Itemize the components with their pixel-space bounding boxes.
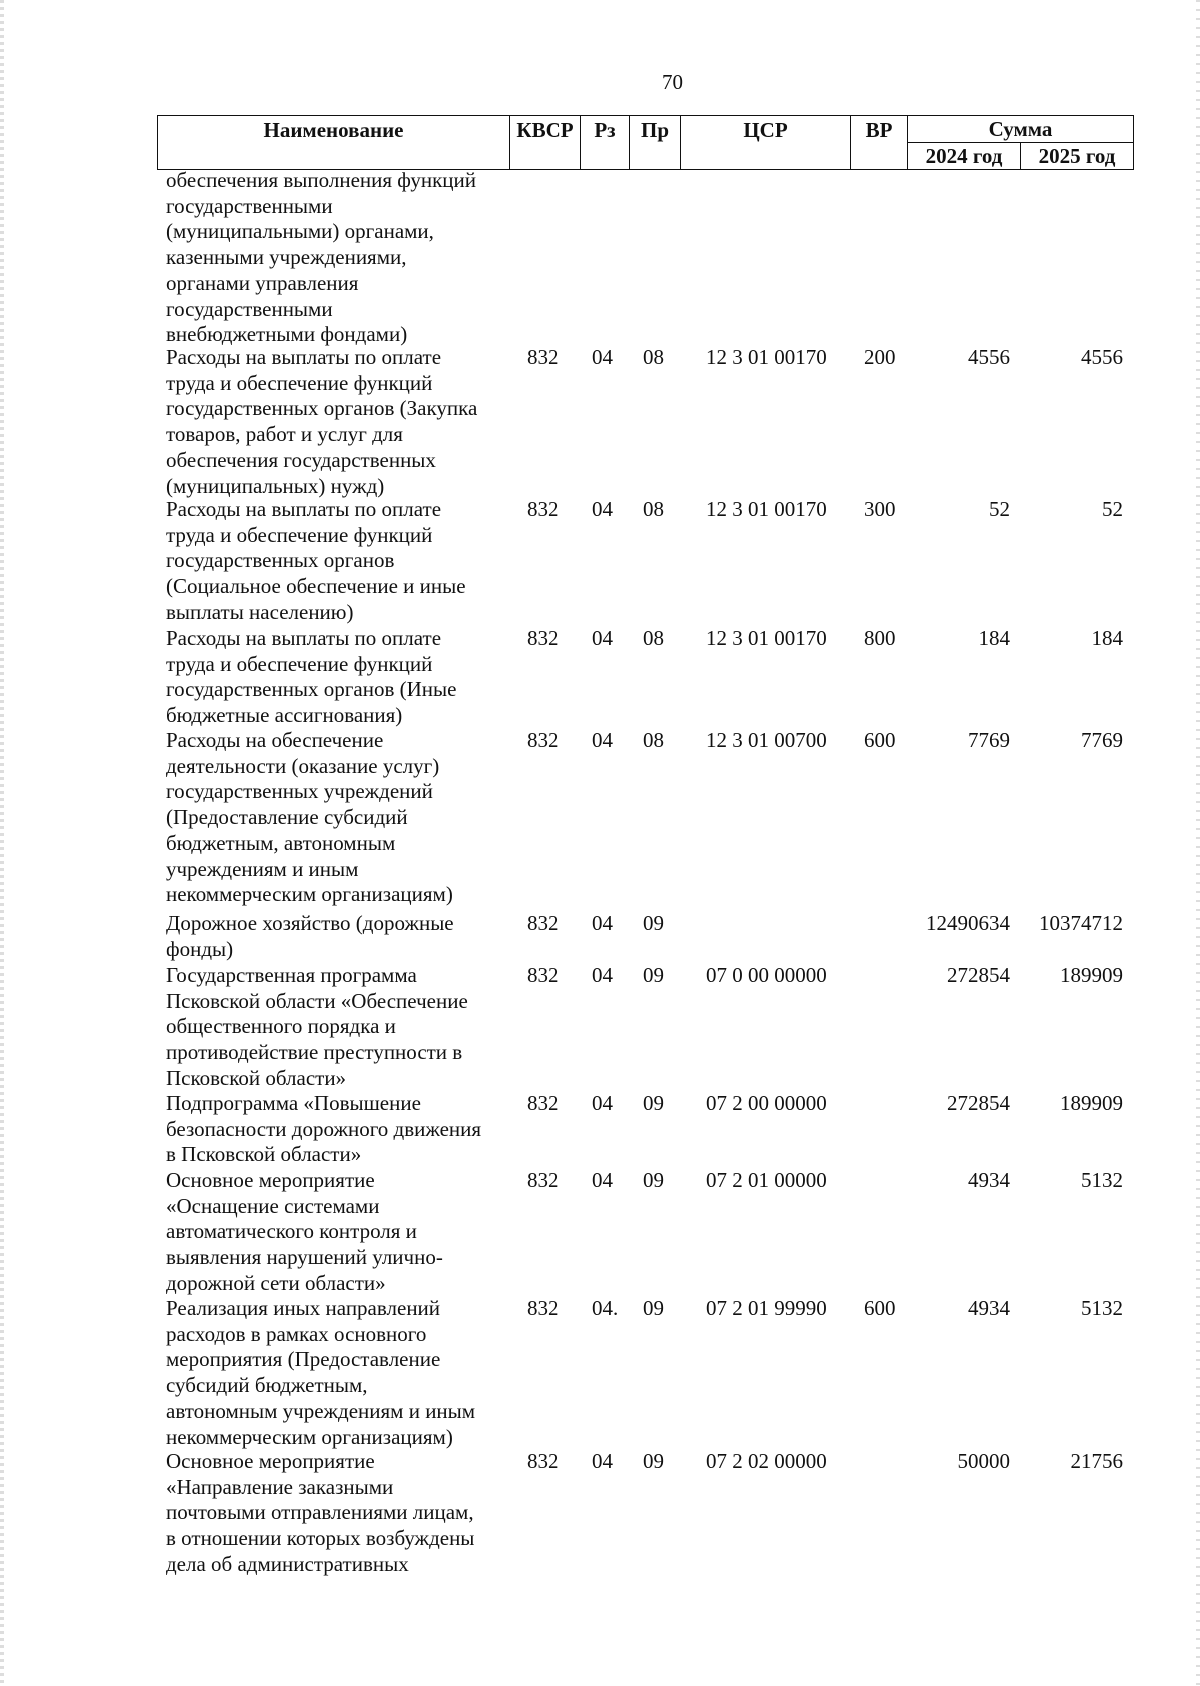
row-name (166, 497, 506, 626)
cell-rz: 04 (592, 911, 613, 935)
cell-vr: 600 (864, 1296, 896, 1320)
row-name-line: почтовыми отправлениями лицам, (166, 1500, 474, 1525)
cell-rz: 04 (592, 497, 613, 521)
cell-pr: 08 (643, 626, 664, 650)
cell-pr: 09 (643, 1168, 664, 1192)
cell-sum-2024: 4556 (968, 345, 1010, 369)
row-name-line: Расходы на выплаты по оплате (166, 497, 442, 521)
row-name-line: выплаты населению) (166, 599, 354, 624)
cell-rz: 04 (592, 728, 613, 752)
cell-kvsr: 832 (527, 728, 559, 752)
cell-csr: 07 2 00 00000 (706, 1091, 827, 1115)
cell-sum-2025: 184 (1091, 626, 1123, 650)
cell-pr: 09 (643, 1449, 664, 1473)
row-name-line: в Псковской области» (166, 1142, 362, 1167)
row-name-line: Основное мероприятие (166, 1449, 375, 1473)
row-name-line: государственными (166, 193, 333, 218)
cell-sum-2024: 272854 (947, 1091, 1010, 1115)
cell-csr: 07 2 02 00000 (706, 1449, 827, 1473)
header-year-2024: 2024 год (908, 143, 1021, 170)
row-name-line: внебюджетными фондами) (166, 322, 408, 347)
row-name-line: (муниципальных) нужд) (166, 473, 385, 498)
cell-sum-2025: 189909 (1060, 1091, 1123, 1115)
row-name-line: государственных органов (Иные (166, 677, 457, 702)
row-name-line: субсидий бюджетным, (166, 1373, 368, 1398)
row-name-line: обеспечения выполнения функций (166, 168, 477, 192)
row-name-line: выявления нарушений улично- (166, 1245, 443, 1270)
cell-sum-2025: 5132 (1081, 1296, 1123, 1320)
cell-rz: 04 (592, 345, 613, 369)
cell-sum-2024: 184 (978, 626, 1010, 650)
header-csr: ЦСР (681, 116, 851, 170)
cell-sum-2025: 7769 (1081, 728, 1123, 752)
row-name-line: органами управления (166, 270, 359, 295)
row-name-line: (Социальное обеспечение и иные (166, 574, 466, 599)
row-name-line: безопасности дорожного движения (166, 1116, 482, 1141)
row-name-line: Основное мероприятие (166, 1168, 375, 1192)
row-name-line: мероприятия (Предоставление (166, 1347, 441, 1372)
cell-pr: 08 (643, 728, 664, 752)
row-name-line: дорожной сети области» (166, 1270, 386, 1295)
header-sum: Сумма (908, 116, 1134, 143)
row-name-line: автоматического контроля и (166, 1219, 417, 1244)
cell-rz: 04 (592, 626, 613, 650)
cell-kvsr: 832 (527, 963, 559, 987)
cell-pr: 09 (643, 963, 664, 987)
cell-pr: 08 (643, 345, 664, 369)
cell-sum-2025: 4556 (1081, 345, 1123, 369)
cell-sum-2024: 7769 (968, 728, 1010, 752)
row-name-line: фонды) (166, 936, 234, 961)
cell-sum-2024: 12490634 (926, 911, 1010, 935)
scan-edge (0, 0, 4, 1686)
row-name (166, 1168, 506, 1297)
header-kvsr: КВСР (510, 116, 581, 170)
table-header (157, 115, 1134, 170)
row-name-line: Реализация иных направлений (166, 1296, 441, 1320)
cell-pr: 08 (643, 497, 664, 521)
cell-sum-2025: 189909 (1060, 963, 1123, 987)
row-name-line: обеспечения государственных (166, 447, 436, 472)
cell-kvsr: 832 (527, 626, 559, 650)
cell-csr: 07 2 01 00000 (706, 1168, 827, 1192)
row-name-line: Псковской области «Обеспечение (166, 988, 468, 1013)
row-name-line: автономным учреждениям и иным (166, 1398, 476, 1423)
cell-csr: 12 3 01 00170 (706, 626, 827, 650)
row-name-line: труда и обеспечение функций (166, 370, 433, 395)
cell-vr: 200 (864, 345, 896, 369)
row-name-line: «Оснащение системами (166, 1193, 380, 1218)
cell-pr: 09 (643, 1091, 664, 1115)
row-name-line: деятельности (оказание услуг) (166, 753, 440, 778)
row-name (166, 963, 506, 1092)
row-name-line: «Направление заказными (166, 1474, 394, 1499)
row-name (166, 1091, 506, 1168)
cell-vr: 600 (864, 728, 896, 752)
cell-rz: 04 (592, 1449, 613, 1473)
header-vr: ВР (851, 116, 908, 170)
row-name-line: государственными (166, 296, 333, 321)
cell-kvsr: 832 (527, 1168, 559, 1192)
row-name-line: противодействие преступности в (166, 1040, 463, 1065)
row-name-line: Подпрограмма «Повышение (166, 1091, 421, 1115)
cell-sum-2025: 10374712 (1039, 911, 1123, 935)
cell-rz: 04. (592, 1296, 619, 1320)
cell-kvsr: 832 (527, 911, 559, 935)
row-name (166, 168, 506, 348)
cell-csr: 12 3 01 00700 (706, 728, 827, 752)
row-name-line: государственных органов (166, 548, 395, 573)
row-name-line: бюджетные ассигнования) (166, 703, 403, 728)
cell-sum-2024: 50000 (957, 1449, 1010, 1473)
cell-sum-2025: 21756 (1070, 1449, 1123, 1473)
row-name-line: труда и обеспечение функций (166, 522, 433, 547)
cell-sum-2024: 4934 (968, 1296, 1010, 1320)
cell-sum-2025: 52 (1102, 497, 1123, 521)
row-name-line: государственных учреждений (166, 779, 433, 804)
cell-vr: 800 (864, 626, 896, 650)
row-name-line: Псковской области» (166, 1065, 347, 1090)
row-name-line: некоммерческим организациям) (166, 1424, 453, 1449)
header-year-2025: 2025 год (1021, 143, 1134, 170)
cell-csr: 12 3 01 00170 (706, 345, 827, 369)
row-name-line: Дорожное хозяйство (дорожные (166, 911, 454, 935)
row-name-line: государственных органов (Закупка (166, 396, 478, 421)
row-name-line: (муниципальными) органами, (166, 219, 434, 244)
scan-edge (1196, 0, 1200, 1686)
row-name (166, 345, 506, 499)
row-name-line: Государственная программа (166, 963, 417, 987)
cell-sum-2024: 272854 (947, 963, 1010, 987)
row-name-line: учреждениям и иным (166, 856, 359, 881)
row-name (166, 1449, 506, 1578)
cell-kvsr: 832 (527, 497, 559, 521)
row-name-line: бюджетным, автономным (166, 830, 396, 855)
row-name (166, 626, 506, 729)
row-name-line: расходов в рамках основного (166, 1321, 427, 1346)
cell-kvsr: 832 (527, 1091, 559, 1115)
cell-sum-2024: 4934 (968, 1168, 1010, 1192)
row-name-line: Расходы на выплаты по оплате (166, 345, 442, 369)
page-number: 70 (662, 70, 683, 94)
header-name: Наименование (158, 116, 510, 170)
row-name-line: Расходы на обеспечение (166, 728, 384, 752)
cell-sum-2024: 52 (989, 497, 1010, 521)
row-name-line: труда и обеспечение функций (166, 651, 433, 676)
row-name-line: некоммерческим организациям) (166, 882, 453, 907)
cell-csr: 12 3 01 00170 (706, 497, 827, 521)
row-name-line: (Предоставление субсидий (166, 805, 408, 830)
cell-kvsr: 832 (527, 1296, 559, 1320)
row-name-line: Расходы на выплаты по оплате (166, 626, 442, 650)
row-name-line: товаров, работ и услуг для (166, 422, 403, 447)
cell-csr: 07 0 00 00000 (706, 963, 827, 987)
cell-csr: 07 2 01 99990 (706, 1296, 827, 1320)
row-name-line: дела об административных (166, 1551, 409, 1576)
header-rz: Рз (581, 116, 630, 170)
cell-pr: 09 (643, 911, 664, 935)
row-name-line: в отношении которых возбуждены (166, 1526, 475, 1551)
cell-rz: 04 (592, 1168, 613, 1192)
cell-pr: 09 (643, 1296, 664, 1320)
cell-vr: 300 (864, 497, 896, 521)
row-name-line: общественного порядка и (166, 1014, 396, 1039)
cell-rz: 04 (592, 1091, 613, 1115)
row-name (166, 911, 506, 962)
cell-rz: 04 (592, 963, 613, 987)
header-pr: Пр (630, 116, 681, 170)
row-name-line: казенными учреждениями, (166, 245, 407, 270)
cell-kvsr: 832 (527, 1449, 559, 1473)
row-name (166, 728, 506, 908)
cell-sum-2025: 5132 (1081, 1168, 1123, 1192)
cell-kvsr: 832 (527, 345, 559, 369)
row-name (166, 1296, 506, 1450)
